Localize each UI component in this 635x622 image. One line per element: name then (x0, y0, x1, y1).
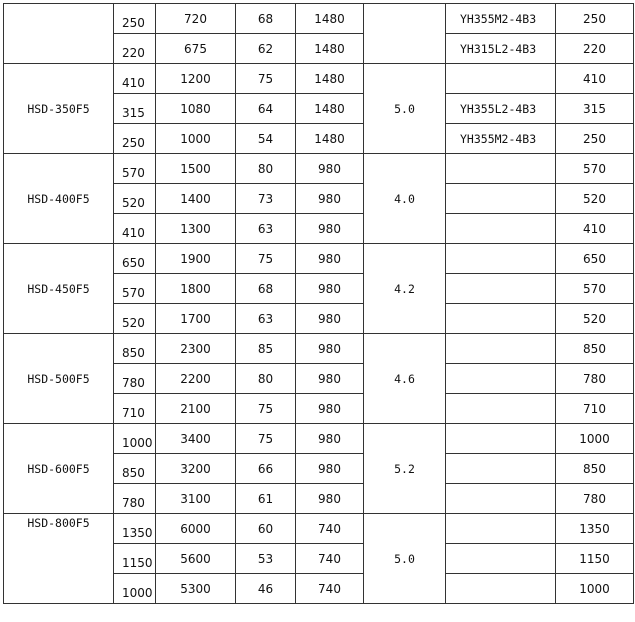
efficiency-cell: 54 (236, 124, 296, 154)
power-cell: 520 (556, 304, 634, 334)
npsh-cell (364, 4, 446, 64)
npsh-cell: 5.0 (364, 64, 446, 154)
efficiency-cell: 75 (236, 394, 296, 424)
capacity-cell: 780 (114, 484, 156, 514)
speed-cell: 980 (296, 214, 364, 244)
efficiency-cell: 68 (236, 274, 296, 304)
flow-cell: 5600 (156, 544, 236, 574)
table-row (4, 4, 634, 34)
flow-cell: 675 (156, 34, 236, 64)
power-cell: 710 (556, 394, 634, 424)
table-row (4, 154, 634, 184)
flow-cell: 2100 (156, 394, 236, 424)
pump-model-cell: HSD-450F5 (4, 244, 114, 334)
capacity-cell: 850 (114, 334, 156, 364)
npsh-cell: 4.6 (364, 334, 446, 424)
speed-cell: 980 (296, 304, 364, 334)
power-cell: 520 (556, 184, 634, 214)
capacity-cell: 315 (114, 94, 156, 124)
capacity-cell: 520 (114, 304, 156, 334)
pump-model-cell (4, 4, 114, 64)
power-cell: 850 (556, 454, 634, 484)
power-cell: 250 (556, 124, 634, 154)
capacity-cell: 250 (114, 4, 156, 34)
efficiency-cell: 73 (236, 184, 296, 214)
motor-model-cell (446, 454, 556, 484)
speed-cell: 1480 (296, 4, 364, 34)
flow-cell: 1200 (156, 64, 236, 94)
motor-model-cell (446, 514, 556, 544)
power-cell: 570 (556, 274, 634, 304)
speed-cell: 1480 (296, 34, 364, 64)
motor-model-cell (446, 394, 556, 424)
power-cell: 410 (556, 64, 634, 94)
capacity-cell: 570 (114, 154, 156, 184)
flow-cell: 2300 (156, 334, 236, 364)
flow-cell: 3200 (156, 454, 236, 484)
table-row (4, 424, 634, 454)
power-cell: 1150 (556, 544, 634, 574)
flow-cell: 3100 (156, 484, 236, 514)
capacity-cell: 1150 (114, 544, 156, 574)
flow-cell: 1500 (156, 154, 236, 184)
speed-cell: 980 (296, 244, 364, 274)
efficiency-cell: 85 (236, 334, 296, 364)
flow-cell: 1080 (156, 94, 236, 124)
motor-model-cell (446, 64, 556, 94)
motor-model-cell: YH355L2-4B3 (446, 94, 556, 124)
pump-spec-table-body (4, 4, 634, 604)
motor-model-cell (446, 574, 556, 604)
flow-cell: 1700 (156, 304, 236, 334)
efficiency-cell: 75 (236, 244, 296, 274)
motor-model-cell (446, 244, 556, 274)
power-cell: 410 (556, 214, 634, 244)
motor-model-cell (446, 334, 556, 364)
flow-cell: 1800 (156, 274, 236, 304)
motor-model-cell (446, 184, 556, 214)
speed-cell: 980 (296, 424, 364, 454)
motor-model-cell: YH355M2-4B3 (446, 4, 556, 34)
speed-cell: 740 (296, 574, 364, 604)
table-row (4, 334, 634, 364)
efficiency-cell: 75 (236, 64, 296, 94)
efficiency-cell: 46 (236, 574, 296, 604)
efficiency-cell: 68 (236, 4, 296, 34)
flow-cell: 1000 (156, 124, 236, 154)
power-cell: 1000 (556, 574, 634, 604)
power-cell: 1000 (556, 424, 634, 454)
motor-model-cell: YH315L2-4B3 (446, 34, 556, 64)
capacity-cell: 850 (114, 454, 156, 484)
npsh-cell: 5.2 (364, 424, 446, 514)
power-cell: 780 (556, 364, 634, 394)
pump-spec-table (3, 3, 634, 604)
efficiency-cell: 75 (236, 424, 296, 454)
efficiency-cell: 80 (236, 364, 296, 394)
flow-cell: 720 (156, 4, 236, 34)
efficiency-cell: 80 (236, 154, 296, 184)
npsh-cell: 5.0 (364, 514, 446, 604)
pump-model-cell: HSD-400F5 (4, 154, 114, 244)
capacity-cell: 710 (114, 394, 156, 424)
motor-model-cell (446, 364, 556, 394)
speed-cell: 1480 (296, 64, 364, 94)
motor-model-cell (446, 484, 556, 514)
power-cell: 250 (556, 4, 634, 34)
speed-cell: 980 (296, 364, 364, 394)
motor-model-cell (446, 274, 556, 304)
speed-cell: 1480 (296, 124, 364, 154)
capacity-cell: 250 (114, 124, 156, 154)
motor-model-cell (446, 154, 556, 184)
efficiency-cell: 64 (236, 94, 296, 124)
capacity-cell: 410 (114, 214, 156, 244)
speed-cell: 980 (296, 484, 364, 514)
speed-cell: 740 (296, 544, 364, 574)
pump-model-cell: HSD-600F5 (4, 424, 114, 514)
capacity-cell: 410 (114, 64, 156, 94)
motor-model-cell (446, 214, 556, 244)
power-cell: 850 (556, 334, 634, 364)
capacity-cell: 780 (114, 364, 156, 394)
table-row (4, 244, 634, 274)
capacity-cell: 570 (114, 274, 156, 304)
efficiency-cell: 63 (236, 304, 296, 334)
table-row (4, 514, 634, 544)
speed-cell: 980 (296, 184, 364, 214)
speed-cell: 1480 (296, 94, 364, 124)
speed-cell: 980 (296, 154, 364, 184)
efficiency-cell: 53 (236, 544, 296, 574)
power-cell: 315 (556, 94, 634, 124)
motor-model-cell (446, 544, 556, 574)
speed-cell: 980 (296, 394, 364, 424)
speed-cell: 980 (296, 334, 364, 364)
efficiency-cell: 62 (236, 34, 296, 64)
motor-model-cell (446, 424, 556, 454)
speed-cell: 740 (296, 514, 364, 544)
motor-model-cell: YH355M2-4B3 (446, 124, 556, 154)
speed-cell: 980 (296, 454, 364, 484)
power-cell: 780 (556, 484, 634, 514)
speed-cell: 980 (296, 274, 364, 304)
efficiency-cell: 66 (236, 454, 296, 484)
capacity-cell: 1000 (114, 574, 156, 604)
flow-cell: 1400 (156, 184, 236, 214)
capacity-cell: 1000 (114, 424, 156, 454)
pump-model-cell: HSD-800F5 (4, 514, 114, 604)
power-cell: 1350 (556, 514, 634, 544)
power-cell: 650 (556, 244, 634, 274)
capacity-cell: 220 (114, 34, 156, 64)
npsh-cell: 4.2 (364, 244, 446, 334)
flow-cell: 1900 (156, 244, 236, 274)
capacity-cell: 520 (114, 184, 156, 214)
power-cell: 220 (556, 34, 634, 64)
flow-cell: 2200 (156, 364, 236, 394)
pump-model-cell: HSD-350F5 (4, 64, 114, 154)
power-cell: 570 (556, 154, 634, 184)
flow-cell: 6000 (156, 514, 236, 544)
table-row (4, 64, 634, 94)
flow-cell: 5300 (156, 574, 236, 604)
capacity-cell: 1350 (114, 514, 156, 544)
flow-cell: 1300 (156, 214, 236, 244)
motor-model-cell (446, 304, 556, 334)
npsh-cell: 4.0 (364, 154, 446, 244)
efficiency-cell: 61 (236, 484, 296, 514)
efficiency-cell: 60 (236, 514, 296, 544)
efficiency-cell: 63 (236, 214, 296, 244)
capacity-cell: 650 (114, 244, 156, 274)
flow-cell: 3400 (156, 424, 236, 454)
pump-model-cell: HSD-500F5 (4, 334, 114, 424)
